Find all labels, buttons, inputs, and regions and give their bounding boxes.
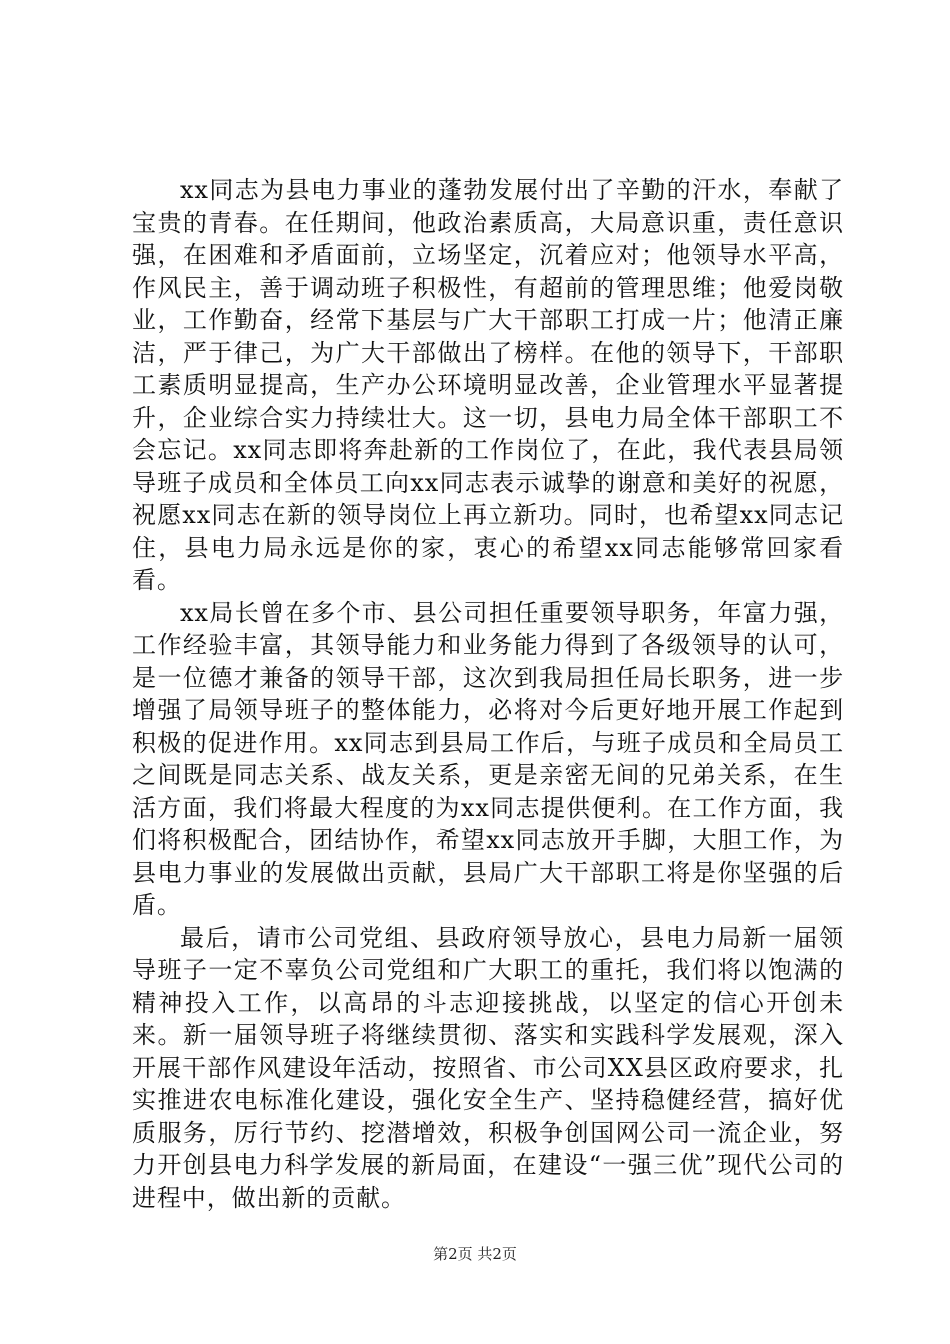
document-body: [132, 174, 844, 1214]
paragraph-new-director-welcome: xx局长曾在多个市、县公司担任重要领导职务，年富力强，工作经验丰富，其领导能力和业务能力得到了各级领导的认可，是一位德才兼备的领导干部，这次到我局担任局长职务，进一步增强了局领导班子的整体能力，必将对今后更好地开展工作起到积极的促进作用。xx同志到县局工作后，与班子成员和全局员工之间既是同志关系、战友关系，更是亲密无间的兄弟关系，在生活方面，我们将最大程度的为xx同志提供便利。在工作方面，我们将积极配合，团结协作，希望xx同志放开手脚，大胆工作，为县电力事业的发展做出贡献，县局广大干部职工将是你坚强的后盾。: [132, 598, 844, 919]
page-number-footer: 第2页 共2页: [433, 1245, 517, 1263]
paragraph-closing-commitment: 最后，请市公司党组、县政府领导放心，县电力局新一届领导班子一定不辜负公司党组和广大职工的重托，我们将以饱满的精神投入工作，以高昂的斗志迎接挑战，以坚定的信心开创未来。新一届领导班子将继续贯彻、落实和实践科学发展观，深入开展干部作风建设年活动，按照省、市公司XX县区政府要求，扎实推进农电标准化建设，强化安全生产、坚持稳健经营，搞好优质服务，厉行节约、挖潜增效，积极争创国网公司一流企业，努力开创县电力科学发展的新局面，在建设“一强三优”现代公司的进程中，做出新的贡献。: [132, 923, 844, 1212]
paragraph-farewell-tribute: xx同志为县电力事业的蓬勃发展付出了辛勤的汗水，奉献了宝贵的青春。在任期间，他政治素质高，大局意识重，责任意识强，在困难和矛盾面前，立场坚定，沉着应对；他领导水平高，作风民主，善于调动班子积极性，有超前的管理思维；他爱岗敬业，工作勤奋，经常下基层与广大干部职工打成一片；他清正廉洁，严于律己，为广大干部做出了榜样。在他的领导下，干部职工素质明显提高，生产办公环境明显改善，企业管理水平显著提升，企业综合实力持续壮大。这一切，县电力局全体干部职工不会忘记。xx同志即将奔赴新的工作岗位了，在此，我代表县局领导班子成员和全体员工向xx同志表示诚挚的谢意和美好的祝愿，祝愿xx同志在新的领导岗位上再立新功。同时，也希望xx同志记住，县电力局永远是你的家，衷心的希望xx同志能够常回家看看。: [132, 176, 844, 594]
